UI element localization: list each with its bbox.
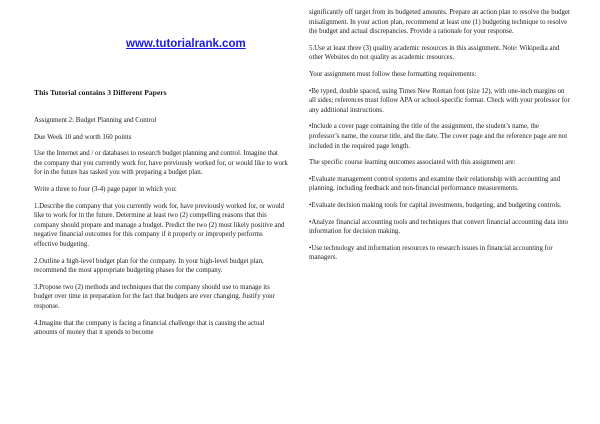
outcome-bullet-4: •Use technology and information resources to research issues in financial accounting for managers.: [309, 244, 553, 262]
intro-paragraph: Use the Internet and / or databases to research budget planning and control. Imagine that the company that you currently work for, have previously worked for, or would like to work for in the future has tasked you with preparing a budget plan.: [34, 150, 288, 177]
site-link[interactable]: www.tutorialrank.com: [126, 38, 246, 50]
formatting-heading: Your assignment must follow these formatting requirements:: [309, 70, 477, 78]
right-column-body: [309, 8, 571, 270]
requirement-4-continued: significantly off target from its budgeted amounts. Prepare an action plan to resolve the budget misalignment. In your action plan, recommend at least one (1) budgeting technique to resolve the budget and actual discrepancies. Provide a rationale for your response.: [309, 9, 570, 36]
outcome-bullet-2: •Evaluate decision making tools for capital investments, budgeting, and budgeting controls.: [309, 201, 562, 209]
outcomes-heading: The specific course learning outcomes associated with this assignment are:: [309, 159, 516, 167]
tutorial-title: This Tutorial contains 3 Different Papers: [34, 88, 167, 97]
due-date: Due Week 10 and worth 160 points: [34, 133, 132, 141]
assignment-heading: Assignment 2: Budget Planning and Control: [34, 117, 157, 124]
formatting-bullet-2: •Include a cover page containing the title of the assignment, the student’s name, the professor’s name, the course title, and the date. The cover page and the reference page are not included in the required page length.: [309, 123, 568, 150]
outcome-bullet-1: •Evaluate management control systems and examine their relationship with accounting and planning, including feedback and non-financial performance measurements.: [309, 175, 561, 193]
formatting-bullet-1: •Be typed, double spaced, using Times New Roman font (size 12), with one-inch margins on all sides; references must follow APA or school-specific format. Check with your professor for any additional instructions.: [309, 87, 570, 114]
requirement-2: 2.Outline a high-level budget plan for the company. In your high-level budget plan, recommend the most appropriate budgeting phases for the company.: [34, 257, 264, 275]
instruction-paragraph: Write a three to four (3-4) page paper in which you:: [34, 185, 177, 193]
requirement-1: 1.Describe the company that you currently work for, have previously worked for, or would like to work for in the future. Determine at least two (2) compelling reasons that this company should prepare and manage a budget. Predict the two (2) most likely positive and negative financial outcomes for this company if it properly or improperly performs effective budgeting.: [34, 202, 285, 248]
requirement-3: 3.Propose two (2) methods and techniques that the company should use to manage its budget over time in preparation for the fact that budgets are ever changing. Justify your response.: [34, 283, 275, 310]
outcome-bullet-3: •Analyze financial accounting tools and techniques that convert financial accounting data into information for decision making.: [309, 218, 568, 236]
left-column-body: [34, 116, 288, 345]
requirement-5: 5.Use at least three (3) quality academic resources in this assignment. Note: Wikipedia and other Websites do not quality as academic resources.: [309, 44, 560, 62]
requirement-4-start: 4.Imagine that the company is facing a financial challenge that is causing the actual amounts of money that it spends to become: [34, 319, 265, 337]
